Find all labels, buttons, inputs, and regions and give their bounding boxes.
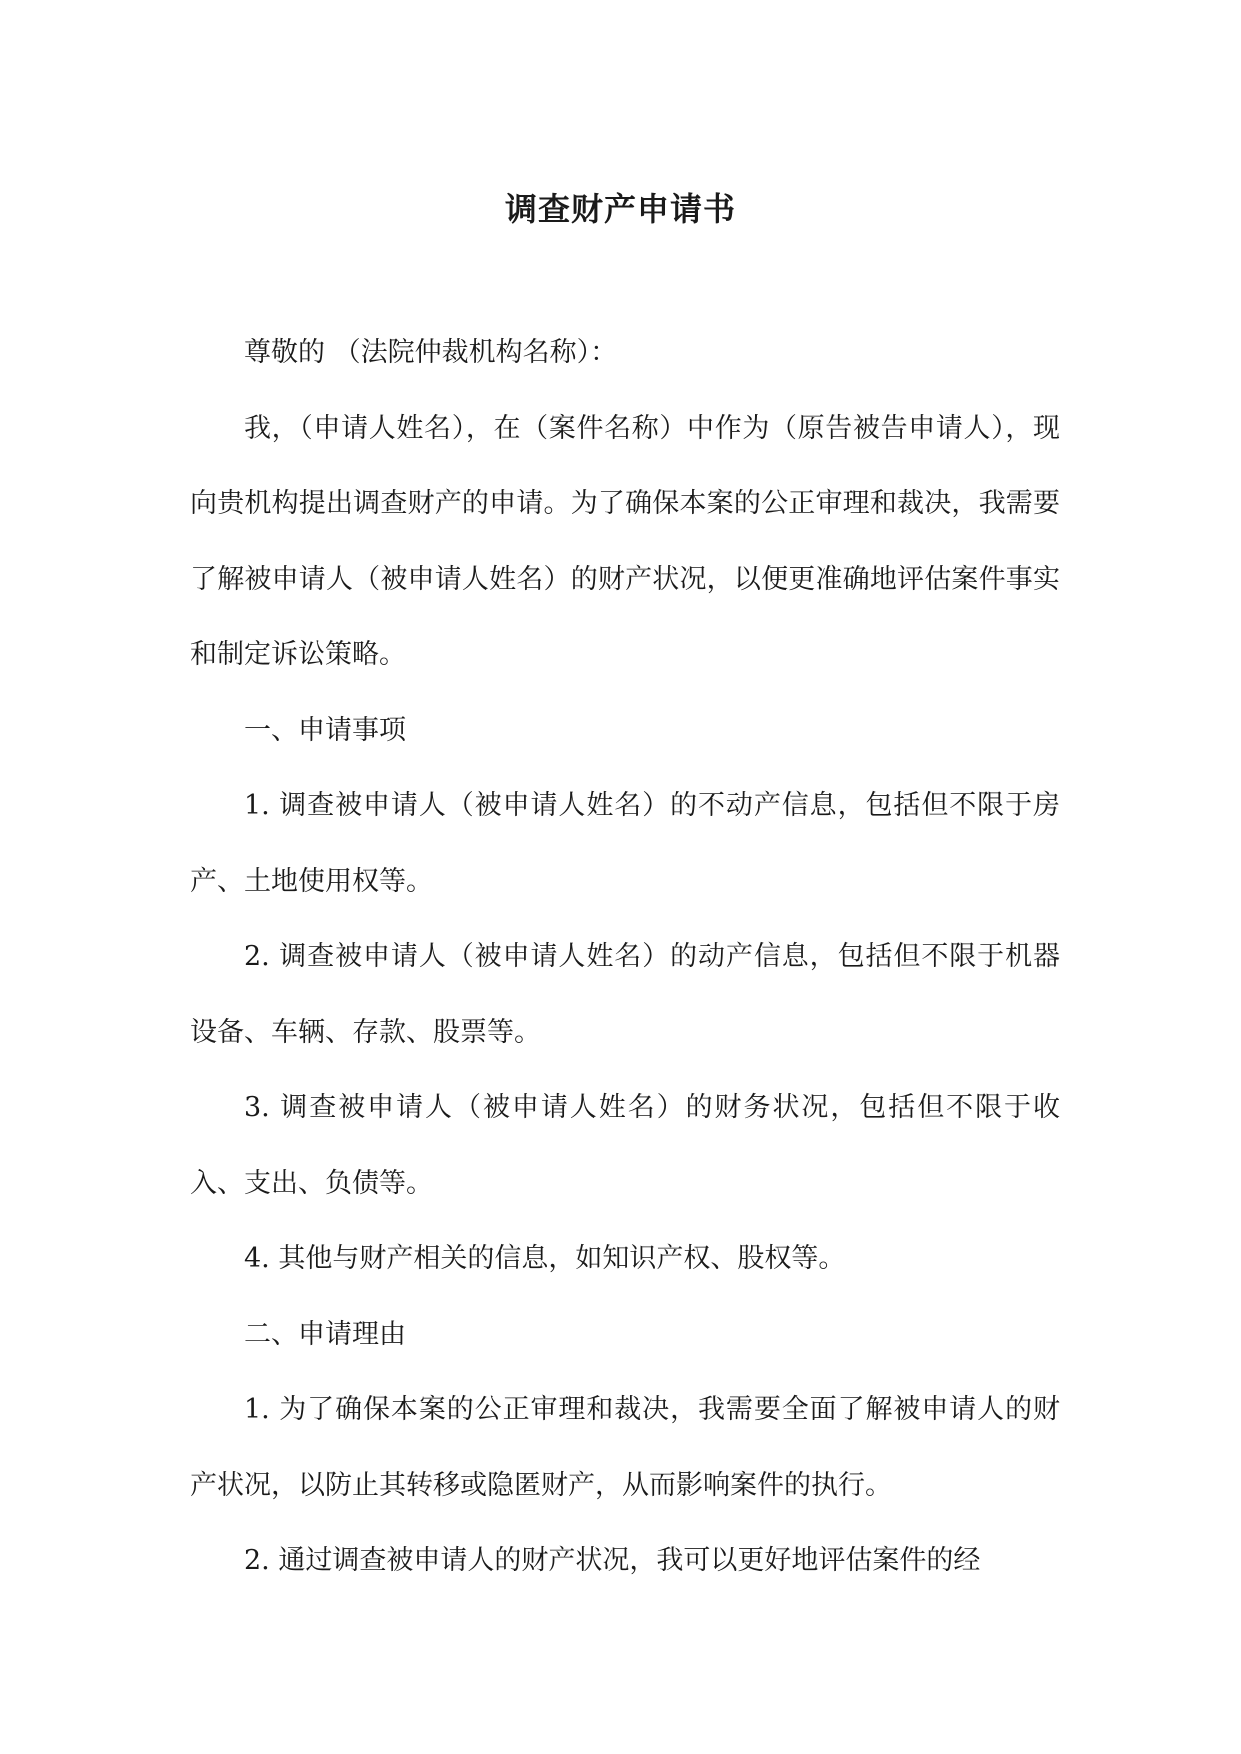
request-item-1: 1. 调查被申请人（被申请人姓名）的不动产信息，包括但不限于房产、土地使用权等。: [190, 790, 1060, 897]
reason-item-1: 1. 为了确保本案的公正审理和裁决，我需要全面了解被申请人的财产状况，以防止其转移或隐匿财产，从而影响案件的执行。: [190, 1394, 1060, 1501]
section-heading-reasons: 二、申请理由: [244, 1318, 406, 1350]
section-heading-requests: 一、申请事项: [244, 714, 406, 746]
document-body: [190, 315, 1060, 1599]
reason-item-2: 2. 通过调查被申请人的财产状况，我可以更好地评估案件的经: [244, 1545, 981, 1576]
request-item-3: 3. 调查被申请人（被申请人姓名）的财务状况，包括但不限于收入、支出、负债等。: [190, 1092, 1060, 1199]
request-item-2: 2. 调查被申请人（被申请人姓名）的动产信息，包括但不限于机器设备、车辆、存款、股票等。: [190, 941, 1060, 1048]
intro-paragraph: 我，（申请人姓名），在（案件名称）中作为（原告被告申请人），现向贵机构提出调查财产的申请。为了确保本案的公正审理和裁决，我需要了解被申请人（被申请人姓名）的财产状况，以便更准确地评估案件事实和制定诉讼策略。: [190, 412, 1060, 670]
request-item-4: 4. 其他与财产相关的信息，如知识产权、股权等。: [244, 1243, 846, 1274]
document-title: 调查财产申请书: [504, 190, 736, 228]
salutation: 尊敬的 （法院仲裁机构名称）：: [244, 337, 618, 368]
